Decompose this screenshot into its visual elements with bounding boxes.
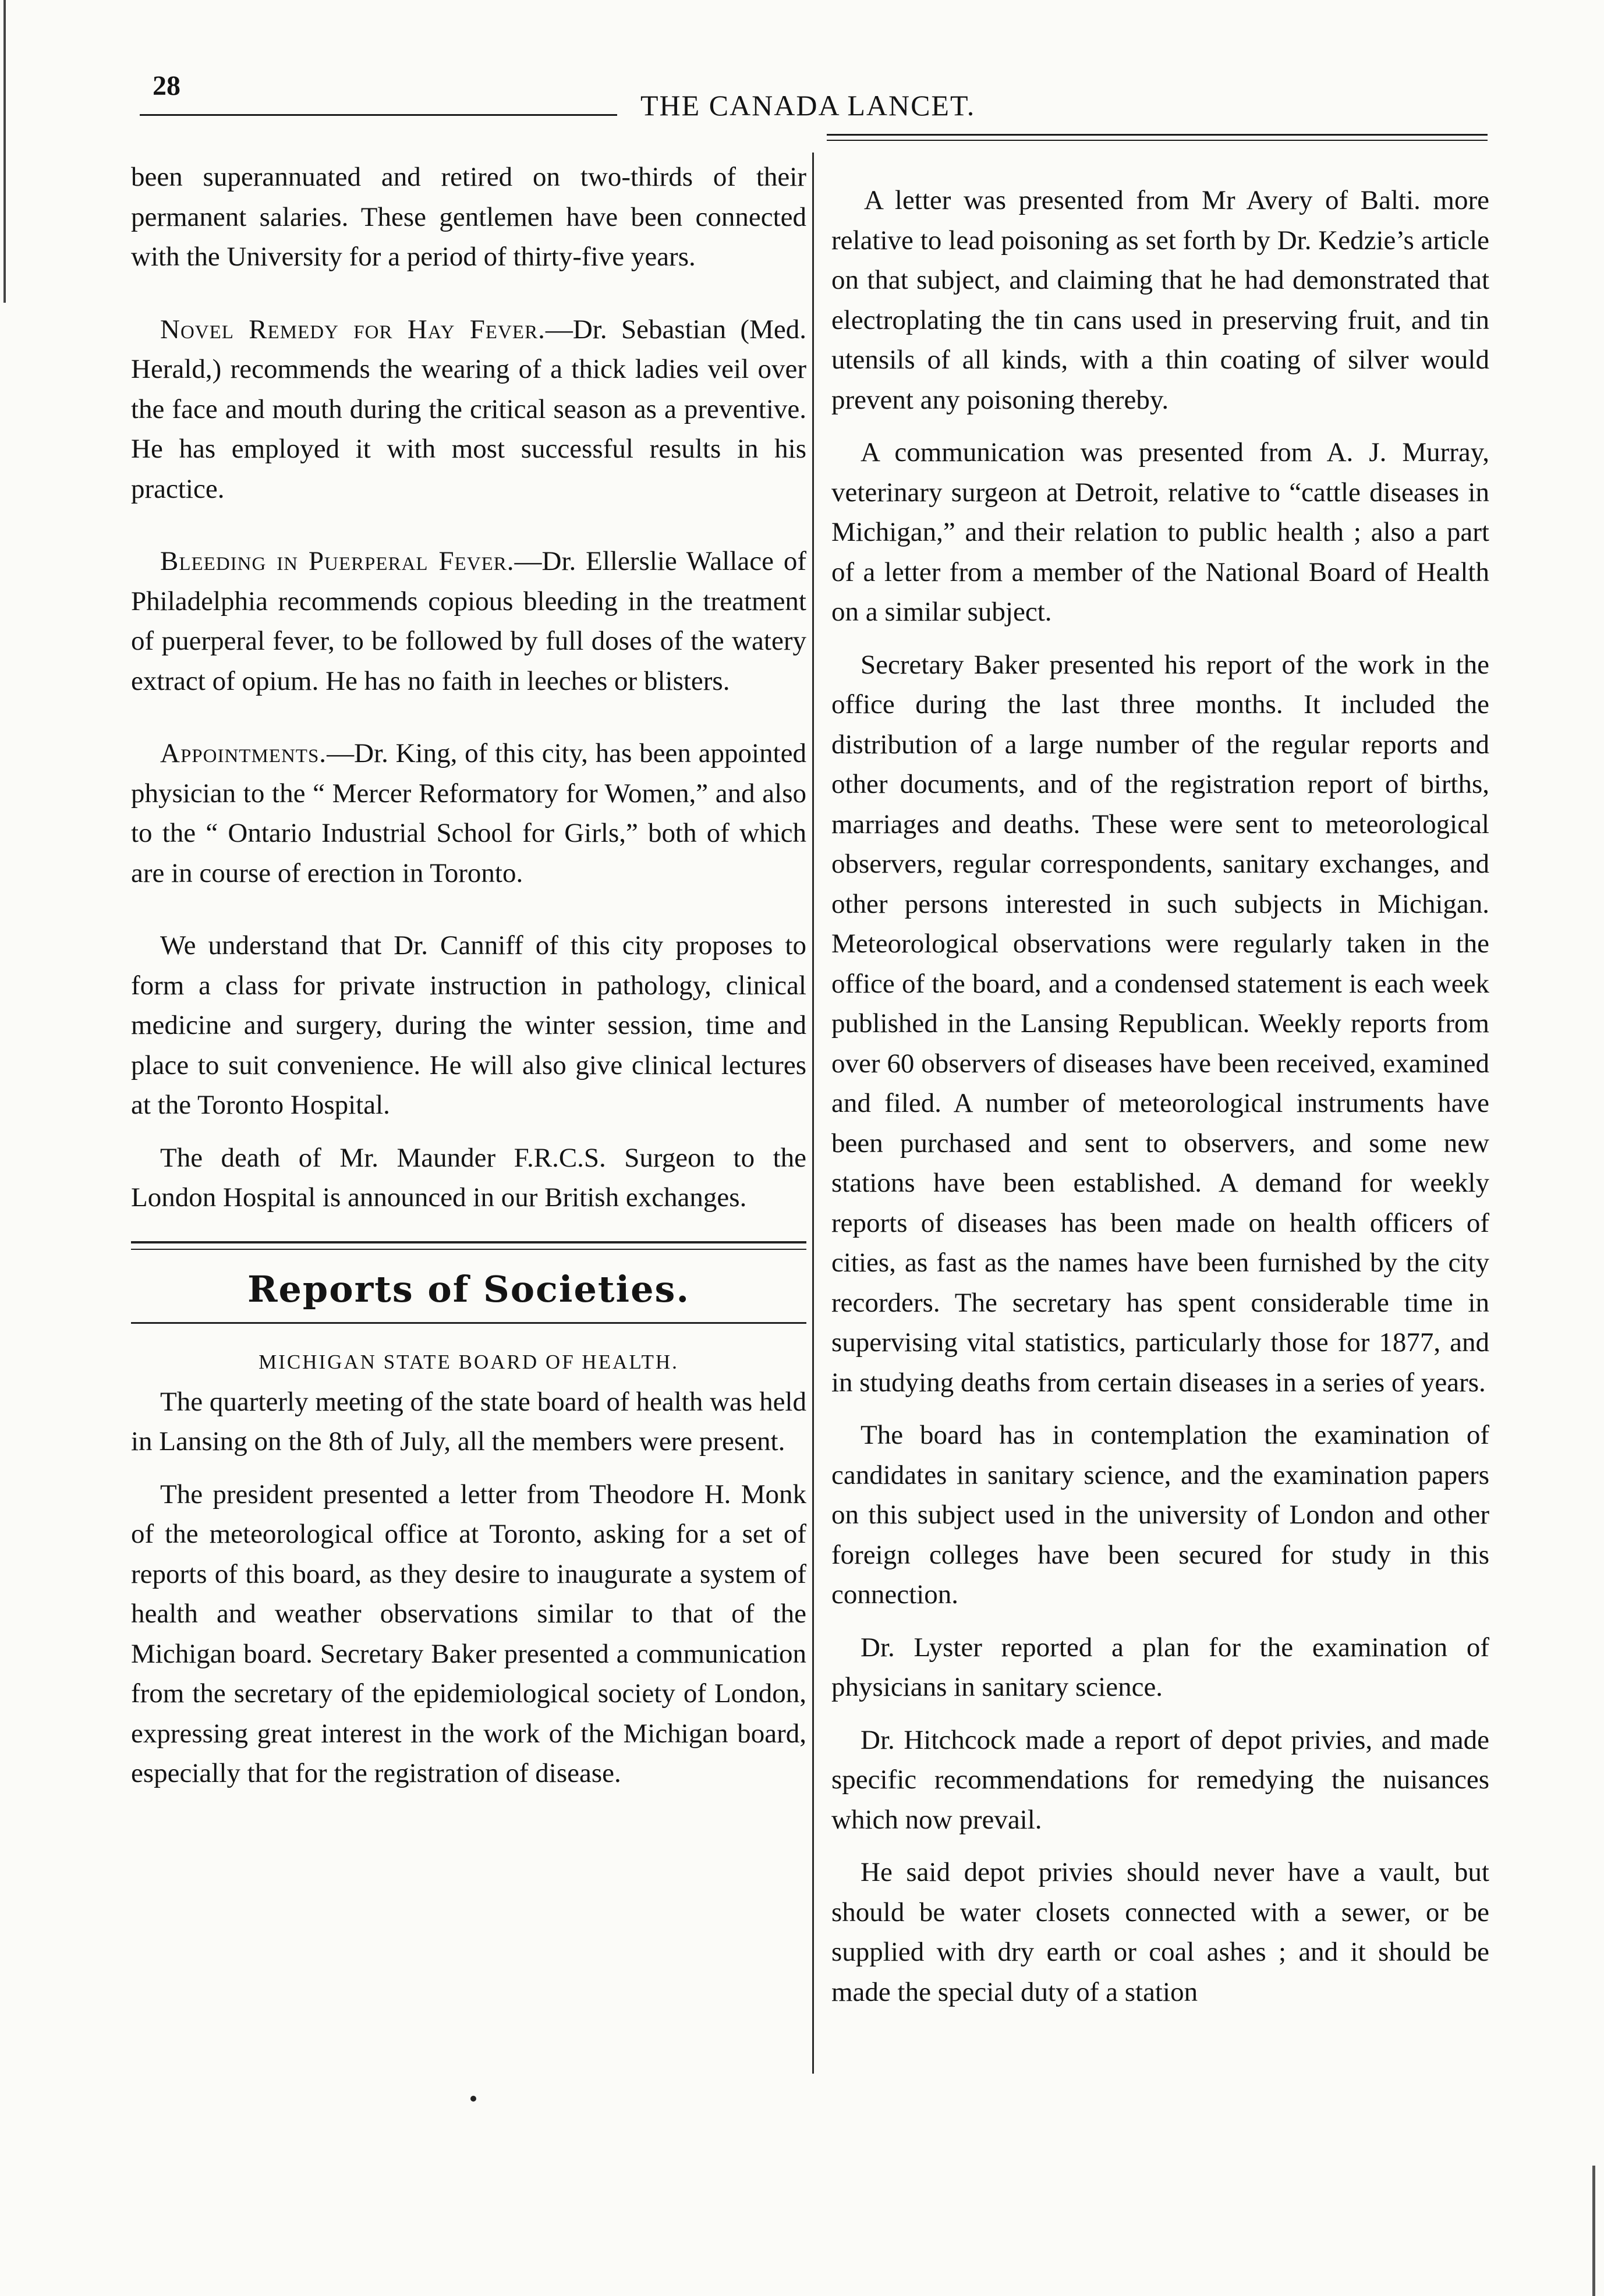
right-column <box>831 180 1489 2012</box>
paragraph: Dr. Lyster reported a plan for the examination of physicians in sanitary science. <box>831 1632 1489 1702</box>
paragraph: Dr. Hitchcock made a report of depot privies, and made specific recommendations for remedying the nuisances which now prevail. <box>831 1724 1489 1835</box>
paragraph: been superannuated and retired on two-thirds of their permanent salaries. These gentlemen have been connected with the University for a period of thirty-five years. <box>131 162 806 272</box>
section-title: Reports of Societies. <box>247 1267 691 1310</box>
header-rule-left <box>140 114 617 116</box>
margin-mark <box>1592 2166 1595 2296</box>
paragraph: The president presented a letter from Theodore H. Monk of the meteorological office at Toronto, asking for a set of reports of this board, as they desire to inaugurate a system of health and weather observations similar to that of the Michigan board. Secretary Baker presented a communication from the secretary of the epidemiological society of London, expressing great interest in the work of the Michigan board, especially that for the registration of disease. <box>131 1479 806 1788</box>
paragraph: The death of Mr. Maunder F.R.C.S. Surgeon to the London Hospital is announced in our British exchanges. <box>131 1142 806 1213</box>
ink-dot <box>470 2096 476 2102</box>
paragraph: Appointments.—Dr. King, of this city, has been appointed physician to the “ Mercer Reformatory for Women,” and also to the “ Ontario Industrial School for Girls,” both of which are in course of erection in Toronto. <box>131 738 806 888</box>
paragraph: The quarterly meeting of the state board of health was held in Lansing on the 8th of July, all the members were present. <box>131 1386 806 1457</box>
margin-mark <box>3 0 6 303</box>
column-divider <box>812 153 814 2074</box>
paragraph: Novel Remedy for Hay Fever.—Dr. Sebastian (Med. Herald,) recommends the wearing of a thick ladies veil over the face and mouth during the critical season as a preventive. He has employed it with most successful results in his practice. <box>131 314 806 504</box>
paragraph: Secretary Baker presented his report of the work in the office during the last three months. It included the distribution of a large number of the regular reports and other documents, and of the registration report of births, marriages and deaths. These were sent to meteorological observers, regular correspondents, sanitary exchanges, and other persons interested in such subjects in Michigan. Meteorological observations were regularly taken in the office of the board, and a condensed statement is each week published in the Lansing Republican. Weekly reports from over 60 observers of diseases have been received, examined and filed. A number of meteorological instruments have been purchased and sent to observers, and some new stations have been established. A demand for weekly reports of diseases has been made on health officers of cities, as fast as the names have been furnished by the city recorders. The secretary has spent considerable time in supervising vital statistics, particularly those for 1877, and in studying deaths from certain diseases in a series of years. <box>831 649 1489 1398</box>
paragraph: Bleeding in Puerperal Fever.—Dr. Ellerslie Wallace of Philadelphia recommends copious bleeding in the treatment of puerperal fever, to be followed by full doses of the watery extract of opium. He has no faith in leeches or blisters. <box>131 546 806 696</box>
double-rule <box>131 1241 806 1250</box>
page-number: 28 <box>153 70 180 101</box>
header-rule-right-2 <box>827 140 1488 141</box>
header-rule-right <box>827 134 1488 136</box>
paragraph: A letter was presented from Mr Avery of Balti. more relative to lead poisoning as set forth by Dr. Kedzie’s article on that subject, and claiming that he had demonstrated that electroplating the tin cans used in preserving fruit, and tin utensils of all kinds, with a thin coating of silver would prevent any poisoning thereby. <box>831 185 1489 415</box>
paragraph: A communication was presented from A. J. Murray, veterinary surgeon at Detroit, relative to “cattle diseases in Michigan,” and their relation to public health ; also a part of a letter from a member of the National Board of Health on a similar subject. <box>831 437 1489 627</box>
left-column <box>131 157 806 1794</box>
section-header <box>131 1241 806 1324</box>
paragraph: The board has in contemplation the examination of candidates in sanitary science, and the examination papers on this subject used in the university of London and other foreign colleges have been secured for study in this connection. <box>831 1420 1489 1610</box>
running-head: THE CANADA LANCET. <box>640 89 976 122</box>
subheading: MICHIGAN STATE BOARD OF HEALTH. <box>259 1350 679 1373</box>
single-rule <box>131 1322 806 1324</box>
paragraph: We understand that Dr. Canniff of this city proposes to form a class for private instruction in pathology, clinical medicine and surgery, during the winter session, time and place to suit convenience. He will also give clinical lectures at the Toronto Hospital. <box>131 930 806 1120</box>
paragraph: He said depot privies should never have a vault, but should be water closets connected with a sewer, or be supplied with dry earth or coal ashes ; and it should be made the special duty of a station <box>831 1857 1489 2007</box>
